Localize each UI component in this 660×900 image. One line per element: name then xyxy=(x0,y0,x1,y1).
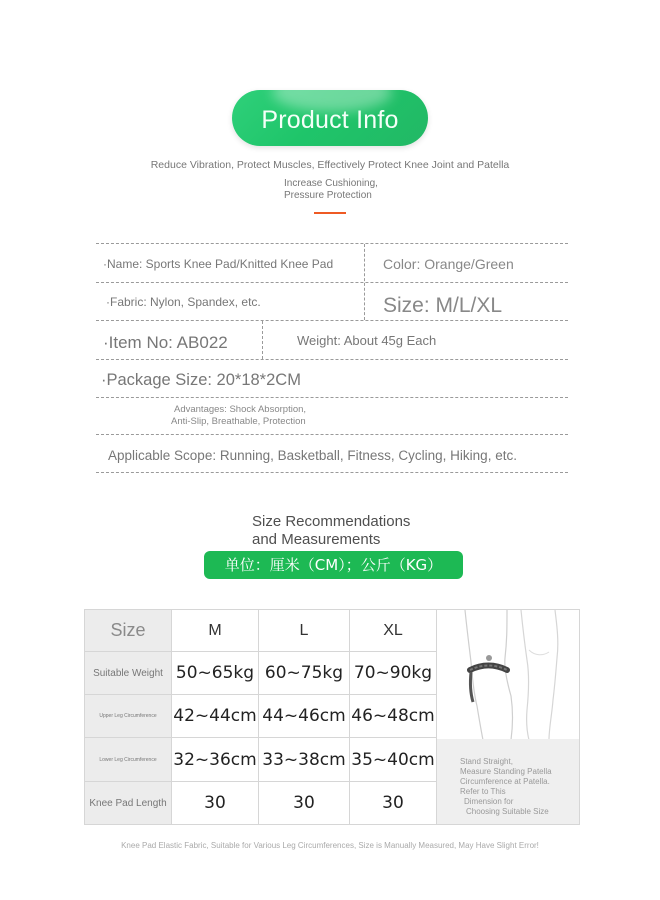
divider xyxy=(96,397,568,398)
subtitle-line-1: Increase Cushioning, xyxy=(284,178,378,189)
divider xyxy=(96,320,568,321)
applicable-scope: Applicable Scope: Running, Basketball, Fitness, Cycling, Hiking, etc. xyxy=(108,448,517,463)
table-cell: 35~40cm xyxy=(350,738,437,782)
accent-divider xyxy=(314,212,346,214)
row-label-weight: Suitable Weight xyxy=(85,652,172,695)
size-header-m: M xyxy=(172,610,259,652)
size-title-line-1: Size Recommendations xyxy=(252,513,411,530)
size-corner-label: Size xyxy=(85,610,172,652)
row-label-upper-leg: Upper Leg Circumference xyxy=(85,695,172,738)
product-name: ·Name: Sports Knee Pad/Knitted Knee Pad xyxy=(103,257,334,271)
column-divider xyxy=(364,244,365,320)
advantages-line-2: Anti-Slip, Breathable, Protection xyxy=(171,416,306,427)
divider xyxy=(96,243,568,244)
product-info-banner xyxy=(232,90,428,146)
divider xyxy=(96,359,568,360)
table-row xyxy=(85,652,437,695)
note-line-1: Stand Straight, xyxy=(460,757,513,766)
size-header-xl: XL xyxy=(350,610,437,652)
item-number: ·Item No: AB022 xyxy=(103,333,228,352)
divider xyxy=(96,434,568,435)
note-line-3: Circumference at Patella. xyxy=(460,777,550,786)
size-section-title xyxy=(252,513,410,549)
row-label-lower-leg: Lower Leg Circumference xyxy=(85,738,172,782)
product-color: Color: Orange/Green xyxy=(383,256,514,272)
note-line-5: Dimension for xyxy=(464,797,514,806)
knee-pad-illustration xyxy=(437,610,579,740)
table-cell: 30 xyxy=(259,782,350,825)
unit-label: 单位：厘米（CM）；公斤（KG） xyxy=(204,551,463,579)
subtitle xyxy=(284,178,378,202)
table-row xyxy=(85,738,437,782)
table-cell: 30 xyxy=(350,782,437,825)
advantages-line-1: Advantages: Shock Absorption, xyxy=(174,404,307,415)
measurement-note xyxy=(460,757,575,817)
table-cell: 32~36cm xyxy=(172,738,259,782)
product-fabric: ·Fabric: Nylon, Spandex, etc. xyxy=(106,295,261,309)
table-cell: 30 xyxy=(172,782,259,825)
package-size: ·Package Size: 20*18*2CM xyxy=(101,371,301,389)
product-info-title: Product Info xyxy=(261,106,399,134)
column-divider xyxy=(262,321,263,359)
table-header-row xyxy=(85,610,437,652)
table-cell: 70~90kg xyxy=(350,652,437,695)
table-row xyxy=(85,782,437,825)
size-table xyxy=(84,609,437,825)
advantages xyxy=(171,404,306,428)
table-cell: 42~44cm xyxy=(172,695,259,738)
note-line-4: Refer to This xyxy=(460,787,506,796)
footnote: Knee Pad Elastic Fabric, Suitable for Various Leg Circumferences, Size is Manually Measured, May Have Slight Error! xyxy=(121,841,539,850)
table-cell: 46~48cm xyxy=(350,695,437,738)
table-cell: 44~46cm xyxy=(259,695,350,738)
product-weight: Weight: About 45g Each xyxy=(297,333,437,348)
size-title-line-2: and Measurements xyxy=(252,531,381,548)
table-cell: 33~38cm xyxy=(259,738,350,782)
note-line-6: Choosing Suitable Size xyxy=(466,807,549,816)
table-cell: 60~75kg xyxy=(259,652,350,695)
table-row xyxy=(85,695,437,738)
subtitle-line-2: Pressure Protection xyxy=(284,190,372,201)
product-size: Size: M/L/XL xyxy=(383,294,503,317)
note-line-2: Measure Standing Patella xyxy=(460,767,552,776)
divider xyxy=(96,472,568,473)
row-label-pad-length: Knee Pad Length xyxy=(85,782,172,825)
size-header-l: L xyxy=(259,610,350,652)
tagline: Reduce Vibration, Protect Muscles, Effectively Protect Knee Joint and Patella xyxy=(150,159,510,171)
divider xyxy=(96,282,568,283)
table-cell: 50~65kg xyxy=(172,652,259,695)
